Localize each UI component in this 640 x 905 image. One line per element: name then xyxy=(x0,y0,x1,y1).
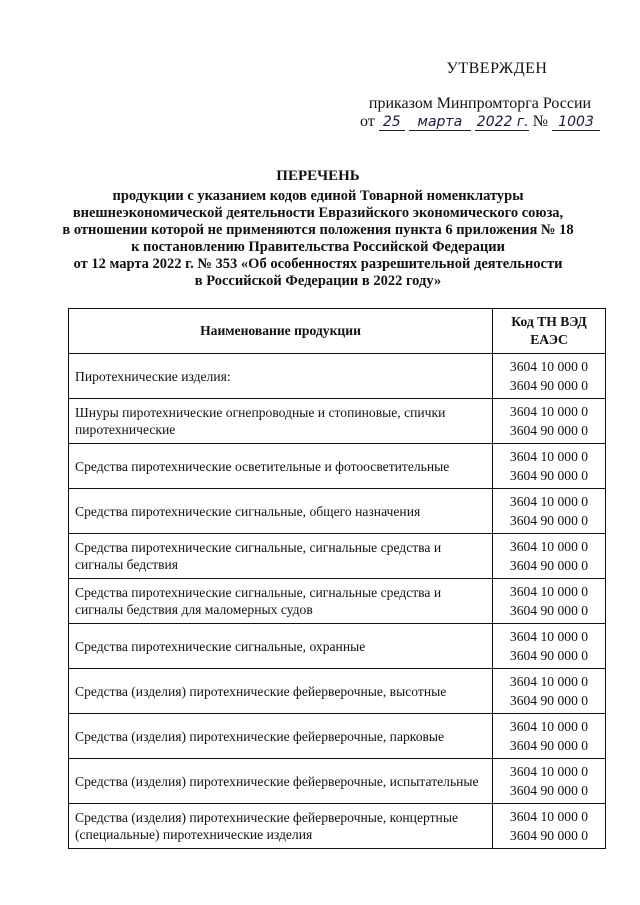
product-table xyxy=(68,308,606,849)
tnved-code: 3604 90 000 0 xyxy=(509,738,589,753)
product-name: Средства пиротехнические сигнальные, сигнальные средства и сигналы бедствия xyxy=(69,534,493,579)
product-name: Средства пиротехнические осветительные и фотоосветительные xyxy=(69,444,493,489)
title-line: продукции с указанием кодов единой Товарной номенклатуры xyxy=(112,188,524,204)
product-name: Пиротехнические изделия: xyxy=(69,354,493,399)
tnved-code: 3604 10 000 0 xyxy=(509,674,589,689)
table-body xyxy=(69,354,606,849)
header-code: Код ТН ВЭД ЕАЭС xyxy=(493,309,606,354)
document-title xyxy=(40,168,596,290)
product-codes xyxy=(493,534,606,579)
tnved-code: 3604 90 000 0 xyxy=(509,648,589,663)
tnved-code: 3604 90 000 0 xyxy=(509,828,589,843)
title-heading: ПЕРЕЧЕНЬ xyxy=(276,168,360,184)
tnved-code: 3604 90 000 0 xyxy=(509,468,589,483)
product-name: Шнуры пиротехнические огнепроводные и стопиновые, спички пиротехнические xyxy=(69,399,493,444)
product-name: Средства (изделия) пиротехнические фейерверочные, парковые xyxy=(69,714,493,759)
title-line: в Российской Федерации в 2022 году» xyxy=(194,273,442,289)
product-codes xyxy=(493,804,606,849)
table-row xyxy=(69,804,606,849)
handwritten-day: 25 xyxy=(379,114,405,131)
tnved-code: 3604 10 000 0 xyxy=(509,584,589,599)
tnved-code: 3604 10 000 0 xyxy=(509,539,589,554)
tnved-code: 3604 10 000 0 xyxy=(509,764,589,779)
approval-date-line xyxy=(360,113,600,131)
handwritten-number: 1003 xyxy=(552,114,600,131)
table-row xyxy=(69,714,606,759)
table-row xyxy=(69,624,606,669)
title-line: внешнеэкономической деятельности Евразийского экономического союза, xyxy=(72,205,564,221)
tnved-code: 3604 90 000 0 xyxy=(509,558,589,573)
product-name: Средства (изделия) пиротехнические фейерверочные, испытательные xyxy=(69,759,493,804)
table-row xyxy=(69,759,606,804)
tnved-code: 3604 90 000 0 xyxy=(509,378,589,393)
handwritten-year: 2022 г. xyxy=(476,114,529,130)
product-name: Средства (изделия) пиротехнические фейерверочные, высотные xyxy=(69,669,493,714)
title-line: к постановлению Правительства Российской Федерации xyxy=(131,239,505,255)
tnved-code: 3604 10 000 0 xyxy=(509,719,589,734)
table-row xyxy=(69,354,606,399)
tnved-code: 3604 10 000 0 xyxy=(509,449,589,464)
tnved-code: 3604 10 000 0 xyxy=(509,404,589,419)
number-label: № xyxy=(532,113,549,130)
tnved-code: 3604 90 000 0 xyxy=(509,423,589,438)
title-line: в отношении которой не применяются положения пункта 6 приложения № 18 xyxy=(62,222,574,238)
product-codes xyxy=(493,399,606,444)
handwritten-month: марта xyxy=(409,114,471,131)
table-row xyxy=(69,534,606,579)
approval-heading: УТВЕРЖДЕН xyxy=(446,60,548,77)
product-codes xyxy=(493,669,606,714)
approval-order: приказом Минпромторга России xyxy=(368,95,592,112)
product-codes xyxy=(493,444,606,489)
from-label: от xyxy=(360,113,375,130)
title-line: от 12 марта 2022 г. № 353 «Об особенностях разрешительной деятельности xyxy=(73,256,563,272)
product-name: Средства пиротехнические сигнальные, общего назначения xyxy=(69,489,493,534)
tnved-code: 3604 10 000 0 xyxy=(509,629,589,644)
product-name: Средства пиротехнические сигнальные, охранные xyxy=(69,624,493,669)
product-codes xyxy=(493,759,606,804)
tnved-code: 3604 10 000 0 xyxy=(509,809,589,824)
tnved-code: 3604 90 000 0 xyxy=(509,603,589,618)
table-header-row xyxy=(69,309,606,354)
table-row xyxy=(69,669,606,714)
product-codes xyxy=(493,489,606,534)
table-row xyxy=(69,399,606,444)
table-row xyxy=(69,489,606,534)
tnved-code: 3604 10 000 0 xyxy=(509,359,589,374)
tnved-code: 3604 10 000 0 xyxy=(509,494,589,509)
header-product-name: Наименование продукции xyxy=(69,309,493,354)
product-codes xyxy=(493,624,606,669)
product-codes xyxy=(493,579,606,624)
table-row xyxy=(69,579,606,624)
product-codes xyxy=(493,714,606,759)
tnved-code: 3604 90 000 0 xyxy=(509,513,589,528)
product-codes xyxy=(493,354,606,399)
product-name: Средства (изделия) пиротехнические фейерверочные, концертные (специальные) пиротехнические изделия xyxy=(69,804,493,849)
tnved-code: 3604 90 000 0 xyxy=(509,693,589,708)
tnved-code: 3604 90 000 0 xyxy=(509,783,589,798)
approval-stamp xyxy=(360,60,600,131)
product-name: Средства пиротехнические сигнальные, сигнальные средства и сигналы бедствия для маломерных судов xyxy=(69,579,493,624)
table-row xyxy=(69,444,606,489)
